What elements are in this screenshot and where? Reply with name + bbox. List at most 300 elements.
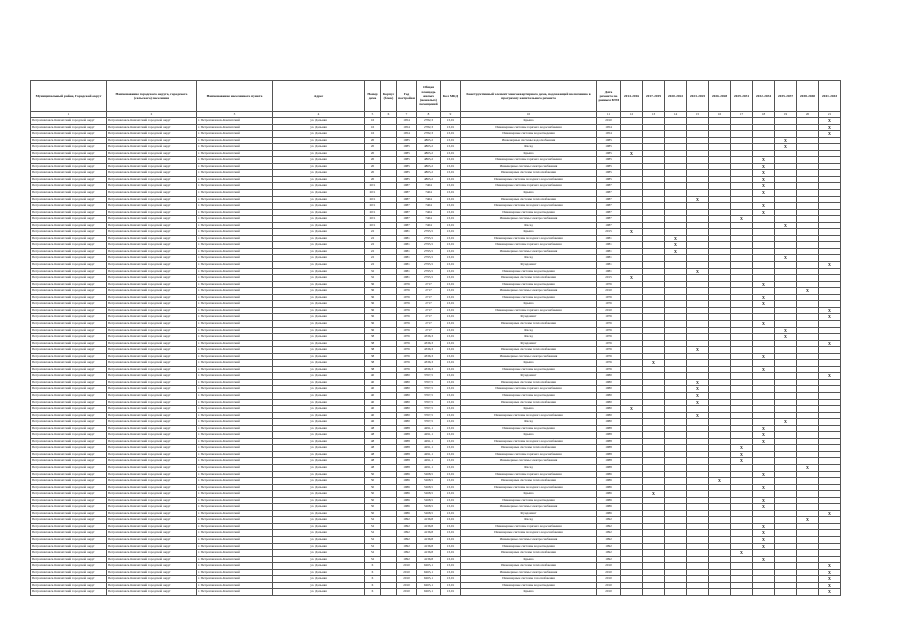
address-cell: ул. Дальняя xyxy=(273,340,365,347)
address-cell: ул. Дальняя xyxy=(273,163,365,170)
district-cell: Петропавловск-Камчатский городской округ xyxy=(31,517,107,524)
district-cell: Петропавловск-Камчатский городской округ xyxy=(31,131,107,138)
area-cell: 4136,8 xyxy=(417,530,441,537)
build-year-cell: 1988 xyxy=(397,438,417,445)
area-cell: 4865,2 xyxy=(417,150,441,157)
repair-date-cell: 2015 xyxy=(597,275,621,282)
settlement-cell: Петропавловск-Камчатский городской округ xyxy=(107,399,197,406)
period-cell xyxy=(753,589,775,596)
house-number-cell: 36 xyxy=(365,307,381,314)
build-year-cell: 1988 xyxy=(397,445,417,452)
house-number-cell: 20 xyxy=(365,144,381,151)
settlement-cell: Петропавловск-Камчатский городской округ xyxy=(107,150,197,157)
house-number-cell: 20 xyxy=(365,150,381,157)
area-cell: 7404 xyxy=(417,222,441,229)
area-cell: 2717 xyxy=(417,307,441,314)
mkd-cell: 13,01 xyxy=(441,419,461,426)
element-cell: Инженерные системы водоотведения xyxy=(461,392,597,399)
locality-cell: г. Петропавловск-Камчатский xyxy=(197,445,273,452)
settlement-cell: Петропавловск-Камчатский городской округ xyxy=(107,366,197,373)
settlement-cell: Петропавловск-Камчатский городской округ xyxy=(107,209,197,216)
house-number-cell: 50 xyxy=(365,491,381,498)
build-year-cell: 2010 xyxy=(397,589,417,596)
address-cell: ул. Дальняя xyxy=(273,510,365,517)
element-cell: Инженерные системы водоотведения xyxy=(461,268,597,275)
locality-cell: г. Петропавловск-Камчатский xyxy=(197,340,273,347)
element-cell: Инженерные системы горячего водоснабжения xyxy=(461,124,597,131)
element-cell: Инженерные системы теплоснабжения xyxy=(461,550,597,557)
settlement-cell: Петропавловск-Камчатский городской округ xyxy=(107,183,197,190)
block-cell xyxy=(381,589,397,596)
element-cell: Инженерные системы горячего водоснабжения xyxy=(461,157,597,164)
build-year-cell: 1981 xyxy=(397,242,417,249)
repair-date-cell: 1981 xyxy=(597,268,621,275)
mkd-cell: 13,01 xyxy=(441,550,461,557)
element-cell: Фасад xyxy=(461,222,597,229)
element-cell: Инженерные системы теплоснабжения xyxy=(461,399,597,406)
build-year-cell: 1976 xyxy=(397,288,417,295)
settlement-cell: Петропавловск-Камчатский городской округ xyxy=(107,163,197,170)
repair-date-cell: 2010 xyxy=(597,589,621,596)
district-cell: Петропавловск-Камчатский городской округ xyxy=(31,320,107,327)
locality-cell: г. Петропавловск-Камчатский xyxy=(197,478,273,485)
settlement-cell: Петропавловск-Камчатский городской округ xyxy=(107,537,197,544)
settlement-cell: Петропавловск-Камчатский городской округ xyxy=(107,478,197,485)
period-cell: X xyxy=(621,406,643,413)
build-year-cell: 1986 xyxy=(397,497,417,504)
mkd-cell: 13,01 xyxy=(441,203,461,210)
locality-cell: г. Петропавловск-Камчатский xyxy=(197,569,273,576)
area-cell: 2795,5 xyxy=(417,262,441,269)
district-cell: Петропавловск-Камчатский городской округ xyxy=(31,563,107,570)
area-cell: 5268,5 xyxy=(417,478,441,485)
settlement-cell: Петропавловск-Камчатский городской округ xyxy=(107,530,197,537)
locality-cell: г. Петропавловск-Камчатский xyxy=(197,406,273,413)
column-number: 9 xyxy=(441,112,461,118)
element-cell: Инженерные системы электроснабжения xyxy=(461,569,597,576)
column-number: 2 xyxy=(107,112,197,118)
settlement-cell: Петропавловск-Камчатский городской округ xyxy=(107,412,197,419)
settlement-cell: Петропавловск-Камчатский городской округ xyxy=(107,458,197,465)
locality-cell: г. Петропавловск-Камчатский xyxy=(197,137,273,144)
period-cell: X xyxy=(775,327,797,334)
locality-cell: г. Петропавловск-Камчатский xyxy=(197,281,273,288)
repair-date-cell: 1976 xyxy=(597,320,621,327)
build-year-cell: 1981 xyxy=(397,255,417,262)
element-cell: Инженерные системы водоотведения xyxy=(461,543,597,550)
area-cell: 2782,3 xyxy=(417,118,441,125)
column-number: 18 xyxy=(753,112,775,118)
element-cell: Инженерные системы теплоснабжения xyxy=(461,379,597,386)
house-number-cell: 38 xyxy=(365,334,381,341)
house-number-cell: 22 xyxy=(365,235,381,242)
locality-cell: г. Петропавловск-Камчатский xyxy=(197,432,273,439)
district-cell: Петропавловск-Камчатский городской округ xyxy=(31,294,107,301)
district-cell: Петропавловск-Камчатский городской округ xyxy=(31,262,107,269)
repair-date-cell: 2010 xyxy=(597,307,621,314)
house-number-cell: 6 xyxy=(365,569,381,576)
district-cell: Петропавловск-Камчатский городской округ xyxy=(31,190,107,197)
repair-date-cell: 1954 xyxy=(597,124,621,131)
element-cell: Крыша xyxy=(461,589,597,596)
repair-date-cell: 1986 xyxy=(597,497,621,504)
mkd-cell: 13,01 xyxy=(441,301,461,308)
element-cell: Инженерные системы водоотведения xyxy=(461,209,597,216)
house-number-cell: 20/1 xyxy=(365,196,381,203)
district-cell: Петропавловск-Камчатский городской округ xyxy=(31,353,107,360)
build-year-cell: 1976 xyxy=(397,347,417,354)
house-number-cell: 16 xyxy=(365,118,381,125)
address-cell: ул. Дальняя xyxy=(273,419,365,426)
period-cell: X xyxy=(753,523,775,530)
address-cell: ул. Дальняя xyxy=(273,275,365,282)
area-cell: 2717 xyxy=(417,301,441,308)
district-cell: Петропавловск-Камчатский городской округ xyxy=(31,589,107,596)
area-cell: 4136,8 xyxy=(417,517,441,524)
settlement-cell: Петропавловск-Камчатский городской округ xyxy=(107,353,197,360)
mkd-cell: 13,01 xyxy=(441,307,461,314)
period-cell: X xyxy=(709,478,731,485)
locality-cell: г. Петропавловск-Камчатский xyxy=(197,556,273,563)
address-cell: ул. Дальняя xyxy=(273,458,365,465)
address-cell: ул. Дальняя xyxy=(273,464,365,471)
build-year-cell: 1954 xyxy=(397,124,417,131)
settlement-cell: Петропавловск-Камчатский городской округ xyxy=(107,392,197,399)
house-number-cell: 52 xyxy=(365,530,381,537)
column-header: 2023-2025 xyxy=(687,81,709,112)
period-cell: X xyxy=(753,504,775,511)
element-cell: Крыша xyxy=(461,491,597,498)
locality-cell: г. Петропавловск-Камчатский xyxy=(197,471,273,478)
locality-cell: г. Петропавловск-Камчатский xyxy=(197,196,273,203)
column-number: 16 xyxy=(709,112,731,118)
period-cell: X xyxy=(819,563,841,570)
settlement-cell: Петропавловск-Камчатский городской округ xyxy=(107,229,197,236)
house-number-cell: 20 xyxy=(365,170,381,177)
area-cell: 7404 xyxy=(417,196,441,203)
build-year-cell: 1981 xyxy=(397,248,417,255)
table-header-row xyxy=(31,81,841,112)
period-cell: X xyxy=(753,484,775,491)
locality-cell: г. Петропавловск-Камчатский xyxy=(197,275,273,282)
period-cell: X xyxy=(819,576,841,583)
district-cell: Петропавловск-Камчатский городской округ xyxy=(31,576,107,583)
district-cell: Петропавловск-Камчатский городской округ xyxy=(31,163,107,170)
element-cell: Инженерные системы теплоснабжения xyxy=(461,445,597,452)
area-cell: 4865,2 xyxy=(417,137,441,144)
locality-cell: г. Петропавловск-Камчатский xyxy=(197,373,273,380)
house-number-cell: 38 xyxy=(365,366,381,373)
build-year-cell: 1992 xyxy=(397,556,417,563)
area-cell: 4291,1 xyxy=(417,438,441,445)
locality-cell: г. Петропавловск-Камчатский xyxy=(197,438,273,445)
period-cell: X xyxy=(753,163,775,170)
settlement-cell: Петропавловск-Камчатский городской округ xyxy=(107,288,197,295)
locality-cell: г. Петропавловск-Камчатский xyxy=(197,203,273,210)
element-cell: Инженерные системы горячего водоснабжения xyxy=(461,471,597,478)
area-cell: 2795,5 xyxy=(417,248,441,255)
element-cell: Фундамент xyxy=(461,373,597,380)
mkd-cell: 13,01 xyxy=(441,412,461,419)
district-cell: Петропавловск-Камчатский городской округ xyxy=(31,209,107,216)
mkd-cell: 13,01 xyxy=(441,190,461,197)
period-cell: X xyxy=(753,281,775,288)
locality-cell: г. Петропавловск-Камчатский xyxy=(197,497,273,504)
house-number-cell: 38 xyxy=(365,360,381,367)
house-number-cell: 48 xyxy=(365,445,381,452)
repair-date-cell: 1985 xyxy=(597,150,621,157)
period-cell: X xyxy=(753,530,775,537)
settlement-cell: Петропавловск-Камчатский городской округ xyxy=(107,347,197,354)
district-cell: Петропавловск-Камчатский городской округ xyxy=(31,327,107,334)
repair-date-cell: 1954 xyxy=(597,131,621,138)
repair-date-cell: 1992 xyxy=(597,537,621,544)
repair-date-cell: 1987 xyxy=(597,196,621,203)
element-cell: Фасад xyxy=(461,334,597,341)
build-year-cell: 1981 xyxy=(397,229,417,236)
build-year-cell: 1976 xyxy=(397,314,417,321)
address-cell: ул. Дальняя xyxy=(273,569,365,576)
repair-date-cell: 1985 xyxy=(597,157,621,164)
column-number: 5 xyxy=(365,112,381,118)
mkd-cell: 13,01 xyxy=(441,464,461,471)
mkd-cell: 13,01 xyxy=(441,569,461,576)
period-cell: X xyxy=(753,543,775,550)
area-cell: 2717 xyxy=(417,320,441,327)
locality-cell: г. Петропавловск-Камчатский xyxy=(197,517,273,524)
period-cell: X xyxy=(731,445,753,452)
element-cell: Инженерные системы теплоснабжения xyxy=(461,320,597,327)
district-cell: Петропавловск-Камчатский городской округ xyxy=(31,118,107,125)
build-year-cell: 1986 xyxy=(397,510,417,517)
column-header: 2026-2028 xyxy=(709,81,731,112)
district-cell: Петропавловск-Камчатский городской округ xyxy=(31,275,107,282)
build-year-cell: 1992 xyxy=(397,517,417,524)
settlement-cell: Петропавловск-Камчатский городской округ xyxy=(107,144,197,151)
element-cell: Инженерные системы горячего водоснабжения xyxy=(461,307,597,314)
address-cell: ул. Дальняя xyxy=(273,582,365,589)
address-cell: ул. Дальняя xyxy=(273,523,365,530)
element-cell: Инженерные системы теплоснабжения xyxy=(461,196,597,203)
mkd-cell: 13,01 xyxy=(441,262,461,269)
period-cell: X xyxy=(687,196,709,203)
build-year-cell: 1985 xyxy=(397,157,417,164)
district-cell: Петропавловск-Камчатский городской округ xyxy=(31,222,107,229)
period-cell: X xyxy=(731,458,753,465)
period-cell: X xyxy=(687,412,709,419)
period-cell: X xyxy=(775,222,797,229)
house-number-cell: 6 xyxy=(365,589,381,596)
area-cell: 6265,1 xyxy=(417,589,441,596)
element-cell: Инженерные системы горячего водоснабжения xyxy=(461,386,597,393)
locality-cell: г. Петропавловск-Камчатский xyxy=(197,523,273,530)
address-cell: ул. Дальняя xyxy=(273,137,365,144)
locality-cell: г. Петропавловск-Камчатский xyxy=(197,131,273,138)
period-cell: X xyxy=(819,589,841,596)
repair-date-cell: 1980 xyxy=(597,399,621,406)
period-cell: X xyxy=(775,255,797,262)
mkd-cell: 13,01 xyxy=(441,176,461,183)
district-cell: Петропавловск-Камчатский городской округ xyxy=(31,255,107,262)
address-cell: ул. Дальняя xyxy=(273,517,365,524)
district-cell: Петропавловск-Камчатский городской округ xyxy=(31,425,107,432)
address-cell: ул. Дальняя xyxy=(273,334,365,341)
repair-date-cell: 1976 xyxy=(597,314,621,321)
period-cell: X xyxy=(819,307,841,314)
locality-cell: г. Петропавловск-Камчатский xyxy=(197,176,273,183)
mkd-cell: 13,01 xyxy=(441,353,461,360)
area-cell: 2782,3 xyxy=(417,131,441,138)
district-cell: Петропавловск-Камчатский городской округ xyxy=(31,379,107,386)
address-cell: ул. Дальняя xyxy=(273,216,365,223)
locality-cell: г. Петропавловск-Камчатский xyxy=(197,419,273,426)
area-cell: 4865,2 xyxy=(417,163,441,170)
mkd-cell: 13,01 xyxy=(441,242,461,249)
settlement-cell: Петропавловск-Камчатский городской округ xyxy=(107,569,197,576)
area-cell: 4865,2 xyxy=(417,176,441,183)
locality-cell: г. Петропавловск-Камчатский xyxy=(197,144,273,151)
column-header: 2014-2016 xyxy=(621,81,643,112)
house-number-cell: 50 xyxy=(365,497,381,504)
period-cell: X xyxy=(687,386,709,393)
address-cell: ул. Дальняя xyxy=(273,386,365,393)
element-cell: Фундамент xyxy=(461,262,597,269)
address-cell: ул. Дальняя xyxy=(273,209,365,216)
element-cell: Фундамент xyxy=(461,340,597,347)
period-cell xyxy=(687,589,709,596)
house-number-cell: 20 xyxy=(365,163,381,170)
column-number: 6 xyxy=(381,112,397,118)
address-cell: ул. Дальняя xyxy=(273,478,365,485)
column-header: Корпус (блок) xyxy=(381,81,397,112)
element-cell: Крыша xyxy=(461,556,597,563)
area-cell: 2717 xyxy=(417,327,441,334)
house-number-cell: 46 xyxy=(365,419,381,426)
locality-cell: г. Петропавловск-Камчатский xyxy=(197,183,273,190)
locality-cell: г. Петропавловск-Камчатский xyxy=(197,484,273,491)
repair-date-cell: 1992 xyxy=(597,543,621,550)
house-number-cell: 32 xyxy=(365,268,381,275)
district-cell: Петропавловск-Камчатский городской округ xyxy=(31,366,107,373)
mkd-cell: 13,01 xyxy=(441,530,461,537)
house-number-cell: 48 xyxy=(365,458,381,465)
locality-cell: г. Петропавловск-Камчатский xyxy=(197,294,273,301)
house-number-cell: 40 xyxy=(365,373,381,380)
build-year-cell: 1980 xyxy=(397,379,417,386)
address-cell: ул. Дальняя xyxy=(273,288,365,295)
area-cell: 4291,1 xyxy=(417,445,441,452)
locality-cell: г. Петропавловск-Камчатский xyxy=(197,248,273,255)
period-cell: X xyxy=(731,216,753,223)
mkd-cell: 13,01 xyxy=(441,373,461,380)
element-cell: Инженерные системы горячего водоснабжения xyxy=(461,183,597,190)
build-year-cell: 1985 xyxy=(397,170,417,177)
build-year-cell: 1976 xyxy=(397,301,417,308)
area-cell: 4336,3 xyxy=(417,353,441,360)
mkd-cell: 13,01 xyxy=(441,406,461,413)
area-cell: 5268,5 xyxy=(417,497,441,504)
district-cell: Петропавловск-Камчатский городской округ xyxy=(31,530,107,537)
locality-cell: г. Петропавловск-Камчатский xyxy=(197,222,273,229)
district-cell: Петропавловск-Камчатский городской округ xyxy=(31,137,107,144)
house-number-cell: 16 xyxy=(365,131,381,138)
repair-date-cell: 1980 xyxy=(597,373,621,380)
column-header: Наименование городского округа, городского (сельского) поселения xyxy=(107,81,197,112)
element-cell: Крыша xyxy=(461,360,597,367)
settlement-cell: Петропавловск-Камчатский городской округ xyxy=(107,406,197,413)
house-number-cell: 36 xyxy=(365,327,381,334)
district-cell: Петропавловск-Камчатский городской округ xyxy=(31,314,107,321)
house-number-cell: 38 xyxy=(365,353,381,360)
address-cell: ул. Дальняя xyxy=(273,294,365,301)
build-year-cell: 1976 xyxy=(397,327,417,334)
locality-cell: г. Петропавловск-Камчатский xyxy=(197,360,273,367)
build-year-cell: 1988 xyxy=(397,464,417,471)
repair-date-cell: 1986 xyxy=(597,510,621,517)
repair-date-cell: 1976 xyxy=(597,281,621,288)
settlement-cell: Петропавловск-Камчатский городской округ xyxy=(107,464,197,471)
mkd-cell: 13,01 xyxy=(441,563,461,570)
settlement-cell: Петропавловск-Камчатский городской округ xyxy=(107,360,197,367)
build-year-cell: 2010 xyxy=(397,563,417,570)
address-cell: ул. Дальняя xyxy=(273,484,365,491)
period-cell: X xyxy=(775,144,797,151)
mkd-cell: 13,01 xyxy=(441,294,461,301)
area-cell: 4291,1 xyxy=(417,451,441,458)
period-cell: X xyxy=(687,268,709,275)
period-cell: X xyxy=(687,392,709,399)
district-cell: Петропавловск-Камчатский городской округ xyxy=(31,510,107,517)
settlement-cell: Петропавловск-Камчатский городской округ xyxy=(107,373,197,380)
district-cell: Петропавловск-Камчатский городской округ xyxy=(31,550,107,557)
element-cell: Инженерные системы холодного водоснабжения xyxy=(461,203,597,210)
district-cell: Петропавловск-Камчатский городской округ xyxy=(31,458,107,465)
mkd-cell: 13,01 xyxy=(441,386,461,393)
district-cell: Петропавловск-Камчатский городской округ xyxy=(31,464,107,471)
mkd-cell: 13,01 xyxy=(441,216,461,223)
area-cell: 6265,1 xyxy=(417,569,441,576)
column-header: 2035-2037 xyxy=(775,81,797,112)
house-number-cell: 40 xyxy=(365,399,381,406)
build-year-cell: 1987 xyxy=(397,222,417,229)
element-cell: Инженерные системы электроснабжения xyxy=(461,353,597,360)
repair-date-cell: 1976 xyxy=(597,360,621,367)
house-number-cell: 22 xyxy=(365,229,381,236)
locality-cell: г. Петропавловск-Камчатский xyxy=(197,255,273,262)
address-cell: ул. Дальняя xyxy=(273,530,365,537)
mkd-cell: 13,01 xyxy=(441,425,461,432)
mkd-cell: 13,01 xyxy=(441,268,461,275)
settlement-cell: Петропавловск-Камчатский городской округ xyxy=(107,550,197,557)
district-cell: Петропавловск-Камчатский городской округ xyxy=(31,399,107,406)
address-cell: ул. Дальняя xyxy=(273,379,365,386)
settlement-cell: Петропавловск-Камчатский городской округ xyxy=(107,242,197,249)
address-cell: ул. Дальняя xyxy=(273,589,365,596)
period-cell: X xyxy=(665,235,687,242)
district-cell: Петропавловск-Камчатский городской округ xyxy=(31,281,107,288)
area-cell: 2795,5 xyxy=(417,268,441,275)
period-cell: X xyxy=(753,157,775,164)
district-cell: Петропавловск-Камчатский городской округ xyxy=(31,373,107,380)
mkd-cell: 13,01 xyxy=(441,222,461,229)
settlement-cell: Петропавловск-Камчатский городской округ xyxy=(107,491,197,498)
period-cell: X xyxy=(797,288,819,295)
mkd-cell: 13,01 xyxy=(441,458,461,465)
address-cell: ул. Дальняя xyxy=(273,262,365,269)
element-cell: Инженерные системы электроснабжения xyxy=(461,163,597,170)
repair-date-cell: 1992 xyxy=(597,517,621,524)
area-cell: 2795,5 xyxy=(417,255,441,262)
